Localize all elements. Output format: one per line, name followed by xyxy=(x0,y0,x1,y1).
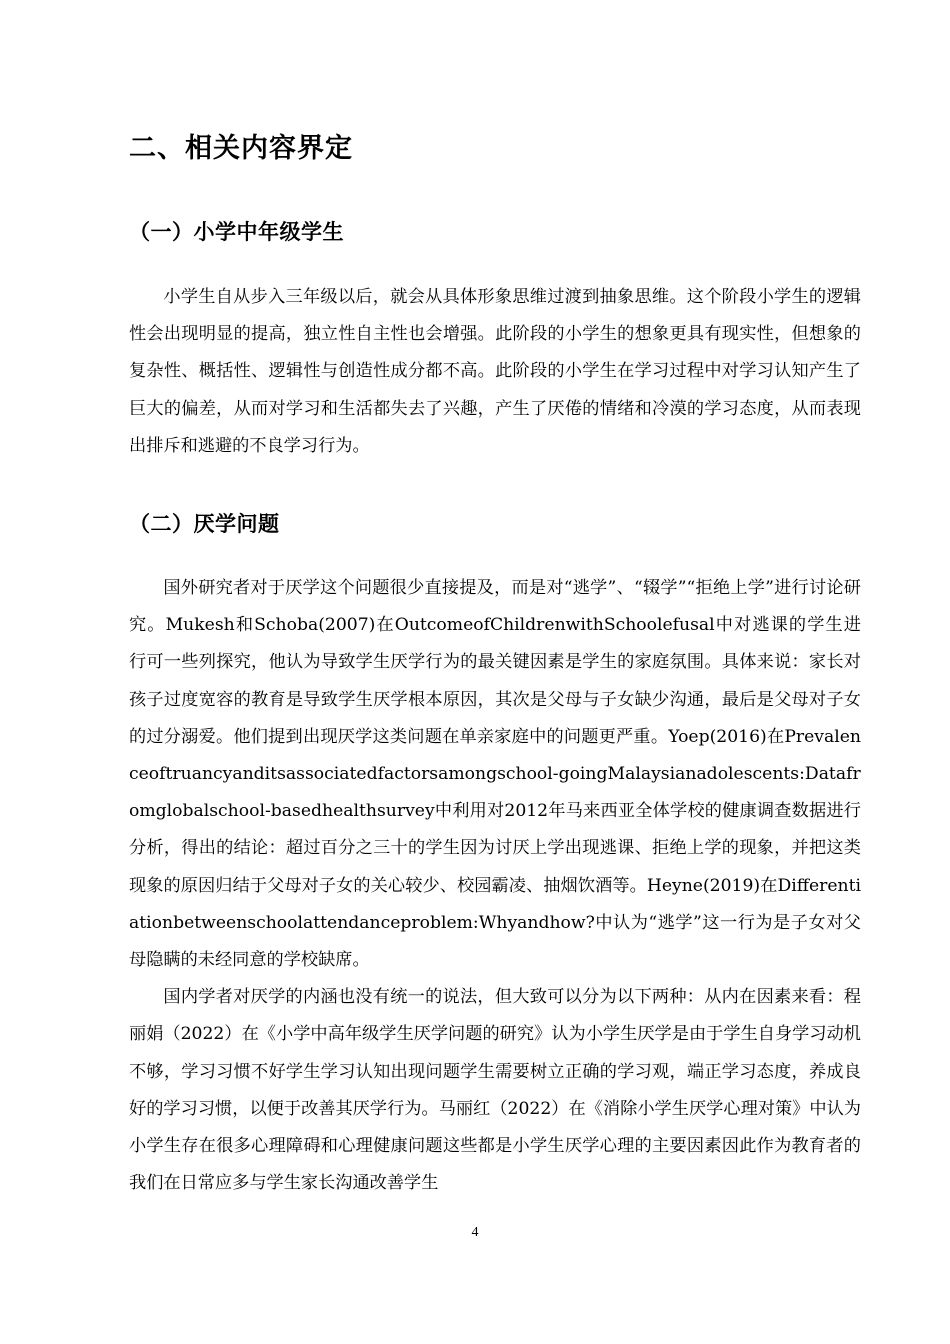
section-2-body xyxy=(129,570,861,1202)
section-heading-2: （二）厌学问题 xyxy=(129,512,280,536)
page-number: 4 xyxy=(471,1225,479,1240)
paragraph: 国内学者对厌学的内涵也没有统一的说法，但大致可以分为以下两种：从内在因素来看：程丽娟（2022）在《小学中高年级学生厌学问题的研究》认为小学生厌学是由于学生自身学习动机不够，学习习惯不好学生学习认知出现问题学生需要树立正确的学习观，端正学习态度，养成良好的学习习惯，以便于改善其厌学行为。马丽红（2022）在《消除小学生厌学心理对策》中认为小学生存在很多心理障碍和心理健康问题这些都是小学生厌学心理的主要因素因此作为教育者的我们在日常应多与学生家长沟通改善学生 xyxy=(129,987,861,1194)
paragraph: 小学生自从步入三年级以后，就会从具体形象思维过渡到抽象思维。这个阶段小学生的逻辑性会出现明显的提高，独立性自主性也会增强。此阶段的小学生的想象更具有现实性，但想象的复杂性、概括性、逻辑性与创造性成分都不高。此阶段的小学生在学习过程中对学习认知产生了巨大的偏差，从而对学习和生活都失去了兴趣，产生了厌倦的情绪和冷漠的学习态度，从而表现出排斥和逃避的不良学习行为。 xyxy=(129,287,861,456)
paragraph: 国外研究者对于厌学这个问题很少直接提及，而是对“逃学”、“辍学”“拒绝上学”进行讨论研究。Mukesh和Schoba(2007)在OutcomeofChildrenwithSchoolefusal中对逃课的学生进行可一些列探究，他认为导致学生厌学行为的最关键因素是学生的家庭氛围。具体来说：家长对孩子过度宽容的教育是导致学生厌学根本原因，其次是父母与子女缺少沟通，最后是父母对子女的过分溺爱。他们提到出现厌学这类问题在单亲家庭中的问题更严重。Yoep(2016)在Prevalenceoftruancyanditsassociatedfactorsamongschool-goingMalaysianadolescents:Datafromglobalschool-basedhealthsurvey中利用对2012年马来西亚全体学校的健康调查数据进行分析，得出的结论：超过百分之三十的学生因为讨厌上学出现逃课、拒绝上学的现象，并把这类现象的原因归结于父母对子女的关心较少、校园霸凌、抽烟饮酒等。Heyne(2019)在Differentiationbetweenschoolattendanceproblem:Whyandhow?中认为“逃学”这一行为是子女对父母隐瞒的未经同意的学校缺席。 xyxy=(129,578,861,971)
section-1-body xyxy=(129,279,861,465)
section-heading-1: （一）小学中年级学生 xyxy=(129,220,344,244)
chapter-heading: 二、相关内容界定 xyxy=(129,133,353,164)
